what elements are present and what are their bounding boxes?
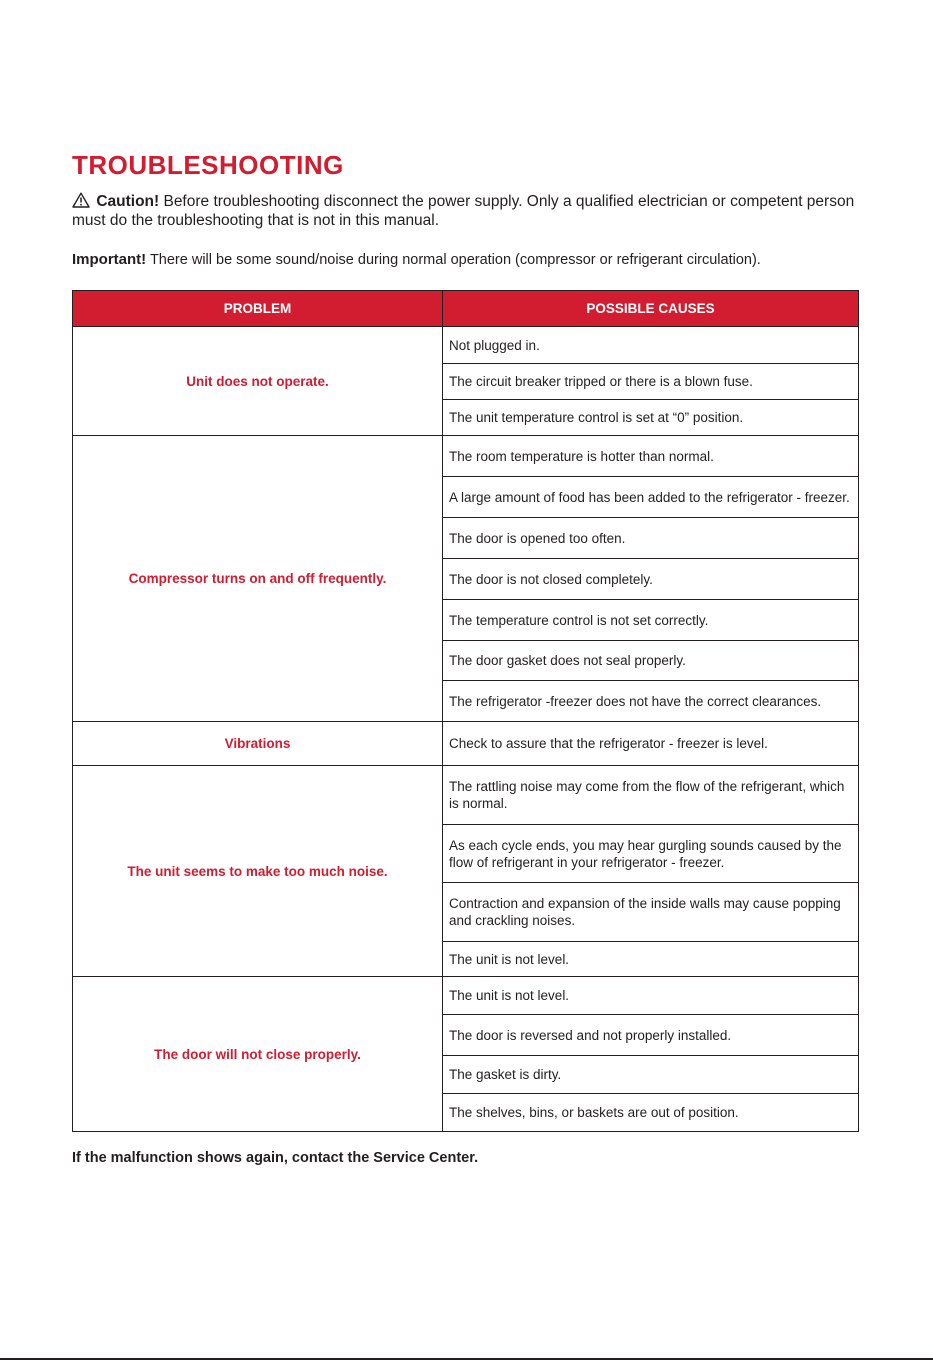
- warning-triangle-icon: [72, 192, 90, 208]
- cause-cell: Not plugged in.: [443, 327, 859, 364]
- table-row: [73, 722, 859, 766]
- table-header-row: [73, 291, 859, 327]
- table-row: [73, 327, 859, 364]
- page-title: TROUBLESHOOTING: [72, 150, 344, 180]
- cause-cell: The temperature control is not set correctly.: [443, 600, 859, 641]
- header-problem: PROBLEM: [73, 291, 443, 327]
- caution-note: [72, 192, 858, 230]
- cause-cell: The door gasket does not seal properly.: [443, 641, 859, 681]
- caution-text: Before troubleshooting disconnect the power supply. Only a qualified electrician or competent person must do the troubleshooting that is not in this manual.: [72, 193, 855, 229]
- caution-label: Caution!: [96, 193, 160, 210]
- page-bottom-divider: [0, 1358, 933, 1360]
- cause-cell: The door is opened too often.: [443, 518, 859, 559]
- cause-cell: The circuit breaker tripped or there is a blown fuse.: [443, 364, 859, 400]
- important-note: [72, 250, 872, 270]
- cause-cell: As each cycle ends, you may hear gurgling sounds caused by the flow of refrigerant in your refrigerator - freezer.: [443, 825, 859, 883]
- problem-cell: The door will not close properly.: [73, 977, 443, 1132]
- cause-cell: A large amount of food has been added to the refrigerator - freezer.: [443, 477, 859, 518]
- troubleshooting-table: [72, 290, 859, 1132]
- table-row: [73, 977, 859, 1015]
- important-label: Important!: [72, 251, 147, 268]
- cause-cell: Contraction and expansion of the inside walls may cause popping and crackling noises.: [443, 883, 859, 942]
- important-text: There will be some sound/noise during normal operation (compressor or refrigerant circulation).: [146, 252, 761, 268]
- cause-cell: Check to assure that the refrigerator - freezer is level.: [443, 722, 859, 766]
- cause-cell: The door is not closed completely.: [443, 559, 859, 600]
- problem-cell: The unit seems to make too much noise.: [73, 766, 443, 977]
- header-possible-causes: POSSIBLE CAUSES: [443, 291, 859, 327]
- cause-cell: The unit temperature control is set at “0” position.: [443, 400, 859, 436]
- cause-cell: The unit is not level.: [443, 977, 859, 1015]
- cause-cell: The gasket is dirty.: [443, 1056, 859, 1094]
- cause-cell: The refrigerator -freezer does not have the correct clearances.: [443, 681, 859, 722]
- cause-cell: The door is reversed and not properly installed.: [443, 1015, 859, 1056]
- cause-cell: The room temperature is hotter than normal.: [443, 436, 859, 477]
- service-center-note: If the malfunction shows again, contact the Service Center.: [72, 1150, 479, 1166]
- cause-cell: The shelves, bins, or baskets are out of position.: [443, 1094, 859, 1132]
- table-row: [73, 436, 859, 477]
- cause-cell: The unit is not level.: [443, 942, 859, 977]
- cause-cell: The rattling noise may come from the flow of the refrigerant, which is normal.: [443, 766, 859, 825]
- table-row: [73, 766, 859, 825]
- problem-cell: Vibrations: [73, 722, 443, 766]
- problem-cell: Compressor turns on and off frequently.: [73, 436, 443, 722]
- problem-cell: Unit does not operate.: [73, 327, 443, 436]
